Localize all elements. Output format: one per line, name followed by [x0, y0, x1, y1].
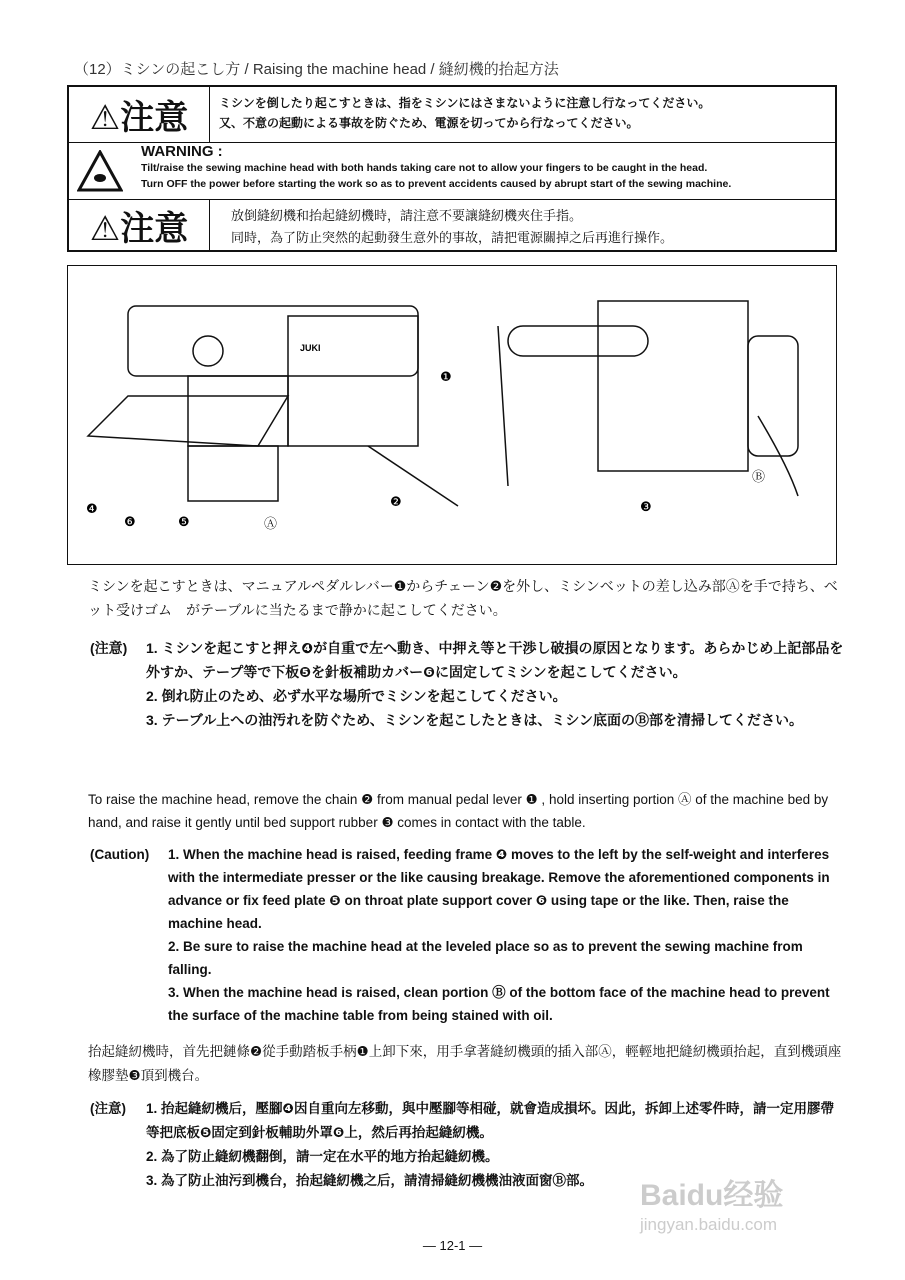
watermark-url: jingyan.baidu.com	[640, 1215, 778, 1234]
en-caution-item: 1. When the machine head is raised, feeding frame ❹ moves to the left by the self-weight and interferes with the intermediate presser or the like causing breakage. Remove the aforementioned components in advance or fix feed plate ❺ on throat plate support cover ❻ using tape or the like. Then, raise the machine head.	[168, 847, 830, 931]
warning-row-en	[69, 142, 835, 200]
warning-zh-line: 同時，為了防止突然的起動發生意外的事故，請把電源關掉之后再進行操作。	[231, 230, 674, 245]
page-number: — 12-1 —	[422, 1238, 483, 1253]
machine-illustration	[67, 265, 837, 565]
jp-instruction: ミシンを起こすときは、マニュアルペダルレバー❶からチェーン❷を外し、ミシンベットの差し込み部Ⓐを手で持ち、ベット受けゴム がテーブルに当たるまで静かに起こしてください。	[88, 578, 838, 618]
warning-heading: WARNING :	[141, 143, 223, 160]
zh-caution-item: 3. 為了防止油污到機台，抬起縫紉機之后，請清掃縫紉機機油液面窗Ⓑ部。	[146, 1173, 594, 1188]
warning-box	[67, 85, 837, 252]
jp-caution-item: 2. 倒れ防止のため、必ず水平な場所でミシンを起こしてください。	[146, 688, 567, 704]
callout-2: ❷	[390, 494, 402, 509]
zh-caution-item: 2. 為了防止縫紉機翻倒，請一定在水平的地方抬起縫紉機。	[146, 1149, 499, 1164]
callout-5: ❺	[178, 514, 190, 529]
warning-en-line: Tilt/raise the sewing machine head with both hands taking care not to allow your fingers to be caught in the head.	[141, 162, 708, 174]
jp-caution-item: 1. ミシンを起こすと押え❹が自重で左へ動き、中押え等と干渉し破損の原因となります。あらかじめ上記部品を外すか、テープ等で下板❺を針板補助カバー❻に固定してミシンを起こしてください。	[146, 640, 844, 680]
warning-jp-line: 又、不意の起動による事故を防ぐため、電源を切ってから行なってください。	[219, 116, 639, 130]
brand-label: JUKI	[300, 343, 321, 353]
en-caution-item: 2. Be sure to raise the machine head at the leveled place so as to prevent the sewing machine from falling.	[168, 939, 803, 977]
callout-6: ❻	[124, 514, 136, 529]
en-instruction: To raise the machine head, remove the chain ❷ from manual pedal lever ❶ , hold inserting portion Ⓐ of the machine bed by hand, and raise it gently until bed support rubber ❸ comes in contact with the table.	[88, 792, 829, 830]
warning-zh-line: 放倒縫紉機和抬起縫紉機時，請注意不要讓縫紉機夾住手指。	[231, 208, 583, 223]
callout-a: Ⓐ	[264, 516, 278, 531]
callout-1: ❶	[440, 369, 452, 384]
caution-symbol-jp: ⚠注意	[69, 87, 210, 142]
warning-row-jp	[69, 87, 835, 143]
section-title: （12）ミシンの起こし方 / Raising the machine head / 縫紉機的抬起方法	[74, 61, 559, 78]
callout-4: ❹	[86, 501, 98, 516]
jp-caution-item: 3. テーブル上への油汚れを防ぐため、ミシンを起こしたときは、ミシン底面のⒷ部を清掃してください。	[146, 712, 804, 728]
en-caution-list	[168, 843, 844, 1027]
warning-row-zh	[69, 199, 835, 252]
hand-caught-warning-icon	[77, 150, 123, 197]
callout-3: ❸	[640, 499, 652, 514]
jp-caution-list	[146, 636, 846, 732]
warning-jp-line: ミシンを倒したり起こすときは、指をミシンにはさまないように注意し行なってください。	[219, 96, 711, 110]
en-caution-item: 3. When the machine head is raised, clean portion Ⓑ of the bottom face of the machine head to prevent the surface of the machine table from being stained with oil.	[168, 985, 830, 1023]
caution-symbol-zh: ⚠注意	[69, 199, 210, 252]
zh-caution-item: 1. 抬起縫紉機后，壓腳❹因自重向左移動，與中壓腳等相碰，就會造成損坏。因此，拆卸上述零件時，請一定用膠帶等把底板❺固定到針板輔助外罩❻上，然后再抬起縫紉機。	[146, 1101, 834, 1140]
zh-instruction: 抬起縫紉機時，首先把鏈條❷從手動踏板手柄❶上卸下來，用手拿著縫紉機頭的插入部Ⓐ，輕輕地把縫紉機頭抬起，直到機頭座橡膠墊❸頂到機台。	[88, 1044, 842, 1083]
watermark-logo: Baidu经验	[640, 1179, 784, 1212]
en-caution-label: (Caution)	[90, 847, 150, 862]
jp-caution-label: (注意)	[90, 640, 128, 656]
callout-b: Ⓑ	[752, 469, 766, 484]
warning-en-line: Turn OFF the power before starting the work so as to prevent accidents caused by abrupt start of the sewing machine.	[141, 178, 732, 190]
zh-caution-label: (注意)	[90, 1101, 126, 1116]
sewing-machine-drawing	[68, 266, 835, 563]
